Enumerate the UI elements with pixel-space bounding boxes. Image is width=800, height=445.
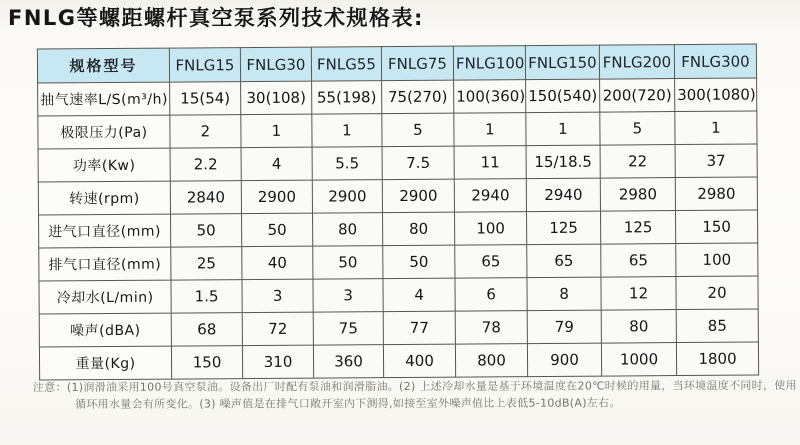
value-cell: 1 [675,111,757,145]
value-cell: 2.2 [170,148,241,181]
header-cell-model-fnlg30: FNLG30 [240,47,311,81]
header-cell-label: 规格型号 [37,48,169,83]
value-cell: 150(540) [526,79,600,113]
value-cell: 85 [676,309,758,343]
header-cell-model-fnlg300: FNLG300 [674,44,756,79]
table-row [38,78,757,116]
table-row [38,144,757,182]
value-cell: 1 [526,112,600,146]
value-cell: 4 [241,147,312,180]
value-cell: 100(360) [454,80,526,114]
value-cell: 50 [383,245,455,279]
row-label-cell: 抽气速率L/S(m³/h) [38,82,170,116]
value-cell: 80 [383,212,455,246]
table-row [39,276,758,314]
value-cell: 20 [676,276,758,310]
value-cell: 2900 [382,179,454,213]
value-cell: 22 [600,145,675,179]
value-cell: 72 [242,312,313,345]
value-cell: 1000 [601,343,676,377]
value-cell: 25 [171,247,242,280]
value-cell: 2940 [526,178,600,212]
row-label-cell: 极限压力(Pa) [38,115,170,149]
value-cell: 200(720) [600,79,675,113]
footnote-line-1: 注意：(1)润滑油采用100号真空泵油。设备出厂时配有泵油和润滑脂油。(2) 上述冷却水量是基于环境温度在20℃时候的用量，当环境温度不同时，使用 [32,378,797,394]
value-cell: 4 [383,278,455,312]
footnotes [32,377,797,413]
spec-table [37,43,759,380]
value-cell: 150 [171,346,242,379]
table-header-row [37,44,756,83]
value-cell: 2840 [170,181,241,214]
value-cell: 100 [455,212,527,246]
value-cell: 3 [313,279,383,312]
value-cell: 5 [600,112,675,146]
value-cell: 50 [171,214,242,247]
value-cell: 1 [241,114,312,147]
value-cell: 3 [242,279,313,312]
value-cell: 79 [527,310,601,344]
value-cell: 5.5 [312,147,382,180]
value-cell: 2900 [312,180,382,213]
value-cell: 40 [242,246,313,279]
value-cell: 75(270) [382,80,454,114]
value-cell: 6 [455,278,527,312]
row-label-cell: 功率(Kw) [38,148,170,182]
value-cell: 1800 [676,342,758,376]
value-cell: 2980 [600,178,675,212]
value-cell: 1 [454,113,526,147]
value-cell: 900 [527,343,601,377]
value-cell: 5 [382,113,454,147]
value-cell: 8 [527,277,601,311]
value-cell: 150 [675,210,757,244]
value-cell: 75 [313,312,383,345]
row-label-cell: 转速(rpm) [38,181,170,215]
header-cell-model-fnlg100: FNLG100 [453,46,525,81]
value-cell: 65 [527,244,601,278]
footnote-line-2: 循环用水量会有所变化。(3) 噪声值是在排气口敞开室内下测得,如接至室外噪声值比上表低5-10dB(A)左右。 [75,396,621,411]
value-cell: 2940 [454,179,526,213]
value-cell: 300(1080) [675,78,757,112]
table-row [38,177,757,215]
value-cell: 15(54) [170,82,241,115]
value-cell: 30(108) [241,81,312,114]
row-label-cell: 进气口直径(mm) [39,214,171,248]
header-cell-model-fnlg15: FNLG15 [169,48,240,82]
value-cell: 80 [601,310,676,344]
table-row [38,111,757,149]
value-cell: 78 [455,311,527,345]
value-cell: 1 [312,114,382,147]
row-label-cell: 重量(Kg) [39,346,171,380]
page-title: FNLG等螺距螺杆真空泵系列技术规格表: [8,6,424,30]
value-cell: 125 [600,211,675,245]
value-cell: 310 [242,345,313,378]
value-cell: 2980 [675,177,757,211]
header-cell-model-fnlg75: FNLG75 [381,46,453,81]
value-cell: 12 [601,277,676,311]
value-cell: 100 [676,243,758,277]
value-cell: 50 [313,246,383,279]
value-cell: 50 [242,213,313,246]
value-cell: 77 [383,311,455,345]
value-cell: 11 [454,146,526,180]
table-row [39,210,758,248]
value-cell: 15/18.5 [526,145,600,179]
value-cell: 2 [170,115,241,148]
value-cell: 65 [601,244,676,278]
header-cell-model-fnlg150: FNLG150 [525,45,599,80]
table-row [39,243,758,281]
value-cell: 7.5 [382,146,454,180]
value-cell: 125 [527,211,601,245]
value-cell: 800 [455,344,527,378]
row-label-cell: 排气口直径(mm) [39,247,171,281]
value-cell: 80 [313,213,383,246]
value-cell: 360 [313,345,383,378]
table-row [39,309,758,347]
value-cell: 400 [383,344,455,378]
value-cell: 37 [675,144,757,178]
value-cell: 68 [171,313,242,346]
header-cell-model-fnlg55: FNLG55 [311,47,381,81]
value-cell: 55(198) [312,81,382,114]
value-cell: 65 [455,245,527,279]
table-row [39,342,758,380]
value-cell: 1.5 [171,280,242,313]
row-label-cell: 冷却水(L/min) [39,280,171,314]
value-cell: 2900 [241,180,312,213]
header-cell-model-fnlg200: FNLG200 [599,45,674,80]
row-label-cell: 噪声(dBA) [39,313,171,347]
